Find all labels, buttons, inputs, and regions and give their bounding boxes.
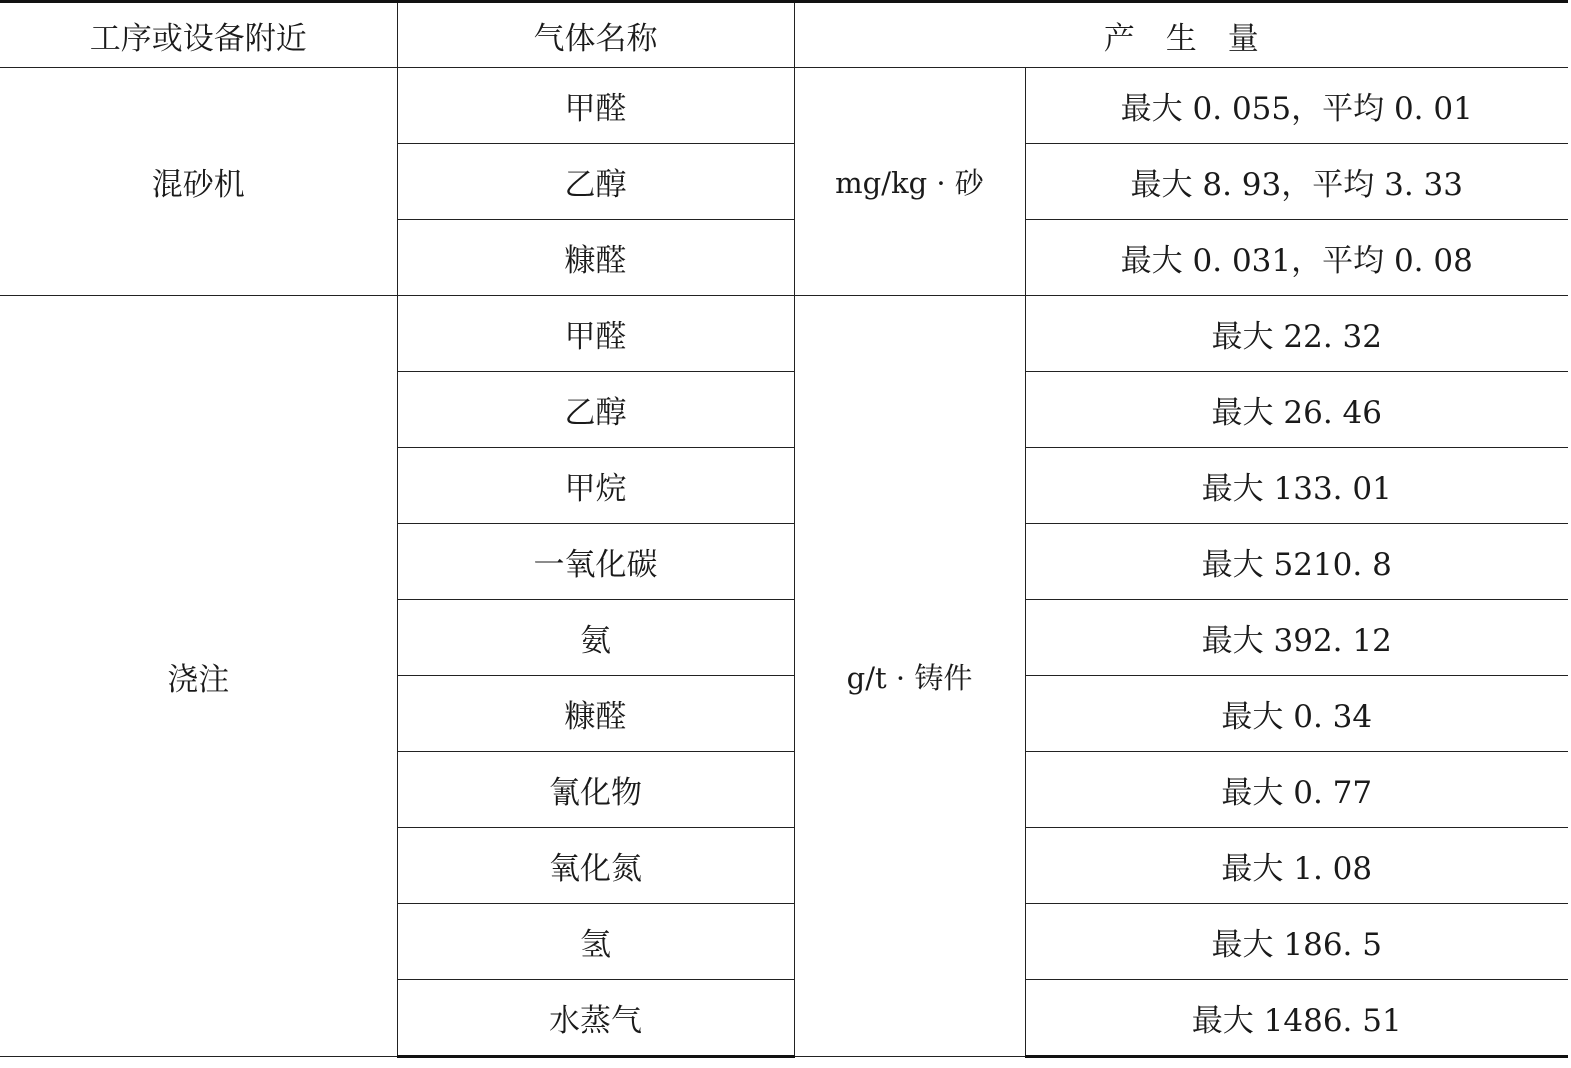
amount-cell: 最大 133. 01	[1025, 448, 1568, 524]
gas-name-cell: 水蒸气	[397, 980, 794, 1057]
amount-cell: 最大 392. 12	[1025, 600, 1568, 676]
gas-name-cell: 糠醛	[397, 676, 794, 752]
gas-name-cell: 糠醛	[397, 220, 794, 296]
amount-cell: 最大 1. 08	[1025, 828, 1568, 904]
header-amount: 产 生 量	[794, 2, 1568, 68]
amount-cell: 最大 0. 34	[1025, 676, 1568, 752]
table-row	[0, 68, 1568, 144]
header-process: 工序或设备附近	[0, 2, 397, 68]
process-cell: 混砂机	[0, 68, 397, 296]
gas-name-cell: 乙醇	[397, 372, 794, 448]
amount-cell: 最大 26. 46	[1025, 372, 1568, 448]
unit-cell: g/t · 铸件	[794, 296, 1025, 1057]
amount-cell: 最大 22. 32	[1025, 296, 1568, 372]
gas-name-cell: 甲烷	[397, 448, 794, 524]
amount-cell: 最大 0. 031，平均 0. 08	[1025, 220, 1568, 296]
gas-name-cell: 甲醛	[397, 68, 794, 144]
gas-name-cell: 氧化氮	[397, 828, 794, 904]
gas-name-cell: 一氧化碳	[397, 524, 794, 600]
amount-cell: 最大 5210. 8	[1025, 524, 1568, 600]
unit-cell: mg/kg · 砂	[794, 68, 1025, 296]
amount-cell: 最大 0. 77	[1025, 752, 1568, 828]
amount-cell: 最大 186. 5	[1025, 904, 1568, 980]
gas-name-cell: 氰化物	[397, 752, 794, 828]
gas-name-cell: 氢	[397, 904, 794, 980]
gas-name-cell: 甲醛	[397, 296, 794, 372]
process-cell: 浇注	[0, 296, 397, 1057]
amount-cell: 最大 0. 055，平均 0. 01	[1025, 68, 1568, 144]
gas-name-cell: 氨	[397, 600, 794, 676]
table-row	[0, 296, 1568, 372]
header-row	[0, 2, 1568, 68]
amount-cell: 最大 8. 93，平均 3. 33	[1025, 144, 1568, 220]
header-gas-name: 气体名称	[397, 2, 794, 68]
amount-cell: 最大 1486. 51	[1025, 980, 1568, 1057]
gas-name-cell: 乙醇	[397, 144, 794, 220]
